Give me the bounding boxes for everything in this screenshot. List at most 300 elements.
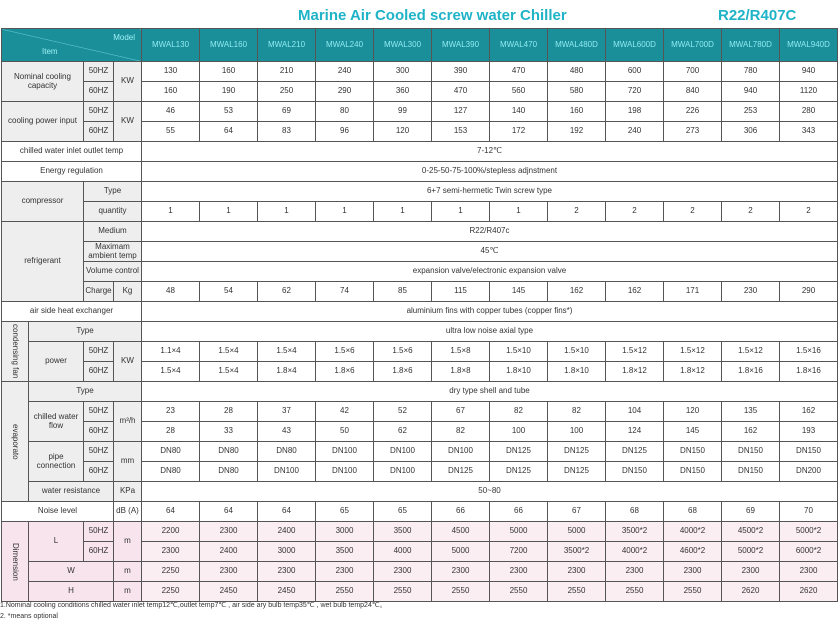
value-cell: 273 [664,122,722,142]
value-cell: DN100 [432,442,490,462]
refrigerant-label: refrigerant [2,222,84,302]
model-header: MWAL470 [490,29,548,62]
value-cell: DN125 [548,462,606,482]
hz-label: 60HZ [84,542,114,562]
value-cell: 3000 [258,542,316,562]
value-cell: 55 [142,122,200,142]
value-cell: 2300 [258,562,316,582]
value-cell: 104 [606,402,664,422]
value-cell: 2550 [606,582,664,602]
unit-label: dB (A) [114,502,142,522]
unit-label: m [114,522,142,562]
value-cell: dry type shell and tube [142,382,838,402]
value-cell: 1120 [780,82,838,102]
table-row [2,562,838,582]
table-row [2,262,838,282]
unit-label: KPa [114,482,142,502]
cooling-power-label: cooling power input [2,102,84,142]
value-cell: 2300 [548,562,606,582]
hz-label: 50HZ [84,402,114,422]
value-cell: 127 [432,102,490,122]
chilled-temp-label: chilled water inlet outlet temp [2,142,142,162]
value-cell: 5000*2 [780,522,838,542]
value-cell: 53 [200,102,258,122]
value-cell: 48 [142,282,200,302]
value-cell: 82 [432,422,490,442]
value-cell: 1.5×6 [374,342,432,362]
value-cell: 65 [316,502,374,522]
value-cell: 253 [722,102,780,122]
value-cell: 780 [722,62,780,82]
value-cell: DN80 [142,442,200,462]
value-cell: 2550 [490,582,548,602]
value-cell: 100 [490,422,548,442]
value-cell: 940 [722,82,780,102]
value-cell: 145 [664,422,722,442]
value-cell: 28 [200,402,258,422]
value-cell: 43 [258,422,316,442]
value-cell: DN125 [490,442,548,462]
value-cell: 70 [780,502,838,522]
value-cell: 193 [780,422,838,442]
noise-label: Noise level [2,502,114,522]
value-cell: 54 [200,282,258,302]
value-cell: 480 [548,62,606,82]
value-cell: 50 [316,422,374,442]
type-label: Type [29,382,142,402]
item-model-corner [2,29,142,62]
value-cell: 2 [722,202,780,222]
volume-control-label: Volume control [84,262,142,282]
value-cell: 1.8×16 [780,362,838,382]
model-header: MWAL780D [722,29,780,62]
model-header: MWAL600D [606,29,664,62]
height-label: H [29,582,114,602]
table-row [2,442,838,462]
hz-label: 50HZ [84,342,114,362]
value-cell: 240 [316,62,374,82]
value-cell: DN80 [258,442,316,462]
value-cell: 1.5×10 [548,342,606,362]
water-res-label: water resistance [29,482,114,502]
value-cell: 4000 [374,542,432,562]
value-cell: 4600*2 [664,542,722,562]
value-cell: 62 [258,282,316,302]
chilled-flow-label: chilled water flow [29,402,84,442]
value-cell: 5000 [548,522,606,542]
max-ambient-label: Maximam ambient temp [84,242,142,262]
value-cell: 83 [258,122,316,142]
table-row [2,482,838,502]
page-title: Marine Air Cooled screw water Chiller [298,7,567,24]
value-cell: 64 [142,502,200,522]
value-cell: 230 [722,282,780,302]
value-cell: 2550 [664,582,722,602]
value-cell: 840 [664,82,722,102]
nominal-cooling-label: Nominal cooling capacity [2,62,84,102]
value-cell: 1.8×4 [258,362,316,382]
table-row [2,62,838,82]
value-cell: 5000 [432,542,490,562]
value-cell: 2400 [258,522,316,542]
value-cell: 37 [258,402,316,422]
model-header: MWAL390 [432,29,490,62]
value-cell: 69 [722,502,780,522]
value-cell: 124 [606,422,664,442]
hz-label: 60HZ [84,122,114,142]
medium-label: Medium [84,222,142,242]
value-cell: 1 [490,202,548,222]
value-cell: 3500*2 [548,542,606,562]
air-side-label: air side heat exchanger [2,302,142,322]
value-cell: 96 [316,122,374,142]
table-row [2,162,838,182]
table-row [2,302,838,322]
value-cell: 0-25-50-75-100%/stepless adjnstment [142,162,838,182]
table-row [2,102,838,122]
value-cell: 2300 [200,522,258,542]
value-cell: 1.8×6 [316,362,374,382]
value-cell: 3000 [316,522,374,542]
model-header: MWAL160 [200,29,258,62]
value-cell: 52 [374,402,432,422]
value-cell: 1.5×4 [200,362,258,382]
value-cell: 343 [780,122,838,142]
type-label: Type [29,322,142,342]
table-row [2,382,838,402]
value-cell: 45℃ [142,242,838,262]
value-cell: 2550 [548,582,606,602]
unit-label: mm [114,442,142,482]
table-row [2,202,838,222]
value-cell: 1.5×4 [142,362,200,382]
value-cell: 700 [664,62,722,82]
value-cell: 1.5×12 [606,342,664,362]
value-cell: DN100 [316,442,374,462]
value-cell: R22/R407c [142,222,838,242]
quantity-label: quantity [84,202,142,222]
value-cell: 192 [548,122,606,142]
charge-label: Charge [84,282,114,302]
value-cell: 74 [316,282,374,302]
hz-label: 60HZ [84,422,114,442]
value-cell: 4500*2 [722,522,780,542]
value-cell: 33 [200,422,258,442]
value-cell: 1 [316,202,374,222]
value-cell: ultra low noise axial type [142,322,838,342]
condensing-fan-label-text: condensing fan [11,324,21,379]
value-cell: 120 [664,402,722,422]
value-cell: 82 [490,402,548,422]
value-cell: 1.5×6 [316,342,374,362]
value-cell: 1.8×16 [722,362,780,382]
type-label: Type [84,182,142,202]
model-header: MWAL300 [374,29,432,62]
model-header: MWAL240 [316,29,374,62]
hz-label: 60HZ [84,462,114,482]
model-header: MWAL130 [142,29,200,62]
value-cell: 2300 [316,562,374,582]
unit-label: KW [114,62,142,102]
value-cell: 4500 [432,522,490,542]
value-cell: 68 [664,502,722,522]
value-cell: 68 [606,502,664,522]
value-cell: 360 [374,82,432,102]
value-cell: 2250 [142,562,200,582]
value-cell: 64 [258,502,316,522]
value-cell: 1 [258,202,316,222]
header-row [2,29,838,62]
value-cell: 3500 [374,522,432,542]
table-row [2,502,838,522]
hz-label: 50HZ [84,62,114,82]
value-cell: expansion valve/electronic expansion valve [142,262,838,282]
value-cell: 3500 [316,542,374,562]
value-cell: 66 [432,502,490,522]
value-cell: 306 [722,122,780,142]
value-cell: 130 [142,62,200,82]
table-row [2,222,838,242]
value-cell: 1.8×10 [548,362,606,382]
value-cell: DN150 [664,462,722,482]
value-cell: 28 [142,422,200,442]
value-cell: 2620 [722,582,780,602]
hz-label: 50HZ [84,102,114,122]
value-cell: 69 [258,102,316,122]
value-cell: 470 [432,82,490,102]
value-cell: 23 [142,402,200,422]
value-cell: 160 [548,102,606,122]
value-cell: 140 [490,102,548,122]
power-label: power [29,342,84,382]
hz-label: 60HZ [84,362,114,382]
value-cell: DN80 [142,462,200,482]
value-cell: 600 [606,62,664,82]
value-cell: 2200 [142,522,200,542]
value-cell: 1.5×16 [780,342,838,362]
value-cell: 210 [258,62,316,82]
value-cell: 46 [142,102,200,122]
value-cell: 300 [374,62,432,82]
value-cell: 250 [258,82,316,102]
unit-label: KW [114,342,142,382]
table-row [2,282,838,302]
value-cell: DN100 [374,442,432,462]
value-cell: 470 [490,62,548,82]
unit-label: m [114,582,142,602]
value-cell: 2450 [258,582,316,602]
value-cell: 120 [374,122,432,142]
value-cell: 198 [606,102,664,122]
value-cell: 1.8×12 [664,362,722,382]
value-cell: DN200 [780,462,838,482]
value-cell: 1.5×12 [664,342,722,362]
table-row [2,342,838,362]
value-cell: 2300 [722,562,780,582]
value-cell: 1 [374,202,432,222]
table-row [2,322,838,342]
value-cell: 7-12℃ [142,142,838,162]
table-row [2,402,838,422]
value-cell: DN150 [664,442,722,462]
value-cell: DN125 [432,462,490,482]
value-cell: 162 [606,282,664,302]
value-cell: DN80 [200,442,258,462]
unit-label: m³/h [114,402,142,442]
value-cell: 66 [490,502,548,522]
value-cell: 64 [200,502,258,522]
value-cell: 2400 [200,542,258,562]
value-cell: 7200 [490,542,548,562]
value-cell: DN100 [374,462,432,482]
model-header: MWAL480D [548,29,606,62]
value-cell: 2300 [664,562,722,582]
value-cell: 1.5×4 [200,342,258,362]
value-cell: 280 [780,102,838,122]
value-cell: 1.8×6 [374,362,432,382]
value-cell: 80 [316,102,374,122]
value-cell: DN80 [200,462,258,482]
value-cell: 2 [606,202,664,222]
value-cell: 50~80 [142,482,838,502]
value-cell: 172 [490,122,548,142]
energy-reg-label: Energy regulation [2,162,142,182]
value-cell: 240 [606,122,664,142]
value-cell: 85 [374,282,432,302]
value-cell: 5000 [490,522,548,542]
value-cell: 1.5×12 [722,342,780,362]
value-cell: 1 [432,202,490,222]
hz-label: 50HZ [84,522,114,542]
table-row [2,522,838,542]
unit-label: KW [114,102,142,142]
value-cell: 1.5×4 [258,342,316,362]
value-cell: 2620 [780,582,838,602]
value-cell: 560 [490,82,548,102]
dimension-label-text: Dimension [11,542,21,581]
value-cell: 2550 [432,582,490,602]
model-header: MWAL700D [664,29,722,62]
value-cell: 135 [722,402,780,422]
value-cell: 2550 [316,582,374,602]
value-cell: 6+7 semi-hermetic Twin screw type [142,182,838,202]
value-cell: 1.5×10 [490,342,548,362]
value-cell: 4000*2 [606,542,664,562]
value-cell: 160 [142,82,200,102]
value-cell: 2 [780,202,838,222]
pipe-conn-label: pipe connection [29,442,84,482]
value-cell: 2550 [374,582,432,602]
model-label: Model [113,33,135,42]
value-cell: 2300 [432,562,490,582]
value-cell: 2300 [780,562,838,582]
value-cell: 67 [548,502,606,522]
unit-label: Kg [114,282,142,302]
refrigerant-tag: R22/R407C [718,7,797,24]
value-cell: 1.1×4 [142,342,200,362]
evaporator-label-text: evaporato [11,423,21,460]
value-cell: DN125 [548,442,606,462]
value-cell: 160 [200,62,258,82]
value-cell: 1 [142,202,200,222]
value-cell: 64 [200,122,258,142]
value-cell: 1 [200,202,258,222]
width-label: W [29,562,114,582]
value-cell: 115 [432,282,490,302]
value-cell: 2300 [200,562,258,582]
value-cell: DN150 [722,462,780,482]
value-cell: 2450 [200,582,258,602]
note-1: 1.Nominal cooling conditions chilled water inlet temp12℃,outlet temp7℃ , air side ary bulb temp35℃ , wet bulb temp24℃。 [0,602,387,609]
value-cell: 99 [374,102,432,122]
value-cell: 1.5×8 [432,342,490,362]
value-cell: aluminium fins with copper tubes (copper fins*) [142,302,838,322]
table-row [2,142,838,162]
value-cell: DN100 [258,462,316,482]
value-cell: 1.8×8 [432,362,490,382]
value-cell: 940 [780,62,838,82]
value-cell: 100 [548,422,606,442]
value-cell: DN150 [780,442,838,462]
value-cell: 1.8×12 [606,362,664,382]
value-cell: 162 [722,422,780,442]
value-cell: 153 [432,122,490,142]
value-cell: 2250 [142,582,200,602]
table-row [2,242,838,262]
evaporator-label [2,382,29,502]
value-cell: 2300 [490,562,548,582]
value-cell: 2 [548,202,606,222]
value-cell: 162 [780,402,838,422]
value-cell: DN125 [490,462,548,482]
table-row [2,582,838,602]
value-cell: 62 [374,422,432,442]
hz-label: 50HZ [84,442,114,462]
value-cell: 290 [316,82,374,102]
value-cell: 580 [548,82,606,102]
value-cell: 290 [780,282,838,302]
value-cell: 171 [664,282,722,302]
model-header: MWAL940D [780,29,838,62]
item-label: Item [42,46,58,56]
value-cell: 226 [664,102,722,122]
value-cell: 190 [200,82,258,102]
unit-label: m [114,562,142,582]
note-2: 2. *means optional [0,613,58,620]
value-cell: 42 [316,402,374,422]
value-cell: 2 [664,202,722,222]
value-cell: DN125 [606,442,664,462]
length-label: L [29,522,84,562]
value-cell: DN150 [722,442,780,462]
value-cell: 145 [490,282,548,302]
value-cell: 162 [548,282,606,302]
value-cell: 2300 [606,562,664,582]
value-cell: 82 [548,402,606,422]
table-row [2,182,838,202]
spec-table [1,28,838,602]
value-cell: 4000*2 [664,522,722,542]
compressor-label: compressor [2,182,84,222]
value-cell: 1.8×10 [490,362,548,382]
condensing-fan-label [2,322,29,382]
value-cell: 3500*2 [606,522,664,542]
value-cell: 5000*2 [722,542,780,562]
dimension-label [2,522,29,602]
value-cell: DN150 [606,462,664,482]
value-cell: 65 [374,502,432,522]
value-cell: 67 [432,402,490,422]
